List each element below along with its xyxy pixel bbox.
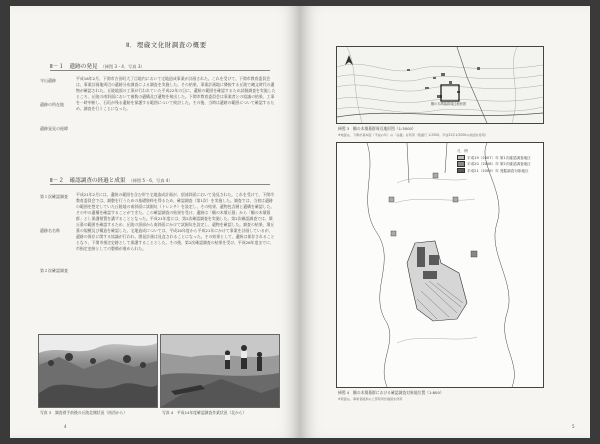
site-plan-map	[336, 142, 544, 388]
side-label: 遺跡名名称	[40, 228, 60, 233]
legend-item: 平成21（2009）年 発掘調査対象地区	[457, 168, 531, 175]
side-label: 守山遺跡	[40, 78, 56, 83]
swatch-icon	[457, 161, 465, 167]
page-number-right: 5	[572, 424, 575, 429]
map1-caption: 挿図 3 鶴の木墳墓群周辺地形図（1:3000）	[338, 126, 416, 131]
photo-3-caption: 写真 3 調査着手前後の丘陵北側状況（南西から）	[40, 410, 128, 415]
side-label: 遺跡発見の経緯	[40, 126, 68, 131]
paragraph-2: 平成21年2月には、遺跡の範囲を含む形で宅地造成計画が、頂部斜面において発見された。これを受けて、下関市教育委員会では、調整を行うための基礎資料を得るため、確認調査（第1次）を実施した。調査では、当初は遺跡の範囲を想定していた丘陵地の南斜面に試掘坑（トレンチ）を設定し、その結果、遺物包含層と遺構を確認した。その中の遺構を確認することができた。この確認調査の結果を受け、遺跡は「鶴の木墳丘墓」から「鶴の木墳墓群」とし保護措置を講ずることとなった。平成21年度には、第2次確認調査を実施した。第2次確認調査では、墳丘墓の範囲を確認するため、丘陵の頂部から南斜面にかけて試掘坑を設定し、遺物を確認した。調査の結果、墳丘墓の規模及び構造を確認した。宅地造成については、平成20年度から平成21年にかけて事業を計画しているが、遺跡の保存に関する協議が行われ、開発計画は見直されることになった。その結果として、遺跡は保存されることとなり、下関市指定史跡として保護することとした。その後、第2次確認調査の結果を受け、平成26年度までに、市指定史跡としての整備が進められた。	[76, 192, 275, 252]
map2-note: ※原図は、事業者提供の上部利用計画図を使用	[338, 397, 403, 401]
legend-item: 平成20（2008）年 第2次確認調査地区	[457, 161, 531, 168]
subsection-2-heading: Ⅱ－２ 確認調査の経過と成果 （挿図 5・6、写真 4）	[50, 178, 173, 184]
side-label: 第２次確認調査	[40, 268, 68, 273]
section-title: Ⅱ．埋蔵文化財調査の概要	[126, 41, 207, 49]
subsection-1-heading: Ⅱ－１ 遺跡の発見 （挿図 3・4、写真 3）	[50, 64, 145, 70]
swatch-icon	[457, 155, 465, 161]
book-spread	[10, 6, 590, 438]
heading-rule	[50, 184, 270, 185]
map1-label: 鶴の木墳墓群周辺地形図	[431, 102, 467, 106]
swatch-icon	[457, 168, 465, 174]
topographic-map	[336, 46, 544, 124]
side-label: 第１次確認調査	[40, 194, 68, 199]
side-label: 遺跡の所在地	[40, 102, 64, 107]
legend	[457, 149, 531, 174]
left-page	[10, 6, 300, 438]
photo-4-caption: 写真 4 平成14年度確認調査作業状況（北から）	[162, 410, 247, 415]
page-number-left: 4	[64, 424, 67, 429]
photo-3	[38, 334, 158, 408]
heading-rule	[50, 70, 270, 71]
paragraph-1: 平成16年2月、下関市吉田町大丁目地内において宅地造成事業が計画された。これを受けて、下関市教育委員会は、事業計画地周辺の遺跡分布調査による調査を実施した。その結果、事業計画地に隣接する丘陵で縄文時代の遺物が確認された。丘陵地面の工事が行われていた平成22年の日に、遺跡の範囲を確認するため試掘調査を実施したところ、丘陵の南斜面において複数の遺構及び遺物を検出した。下関市教育委員会は事業者との協議の結果、工事を一時中断し、石垣が残る遺跡を保護する範囲について検討した。その後、当時は遺跡の範囲について確認するため、調査を行うことになった。	[76, 76, 276, 112]
legend-title: 凡 例	[457, 149, 468, 153]
photo-4	[160, 334, 280, 408]
legend-item: 平成19（2007）年 第1次確認調査地区	[457, 155, 531, 162]
map1-note: ※地図は、下関市基本図（平成の年）の「谷越」を利用（原縮尺 1:2500。平成22年1/2000の地図を使用）	[338, 133, 488, 137]
right-page	[300, 6, 590, 438]
map2-caption: 挿図 4 鶴の木墳墓群における確認調査対象地位置（1:800）	[338, 390, 444, 395]
